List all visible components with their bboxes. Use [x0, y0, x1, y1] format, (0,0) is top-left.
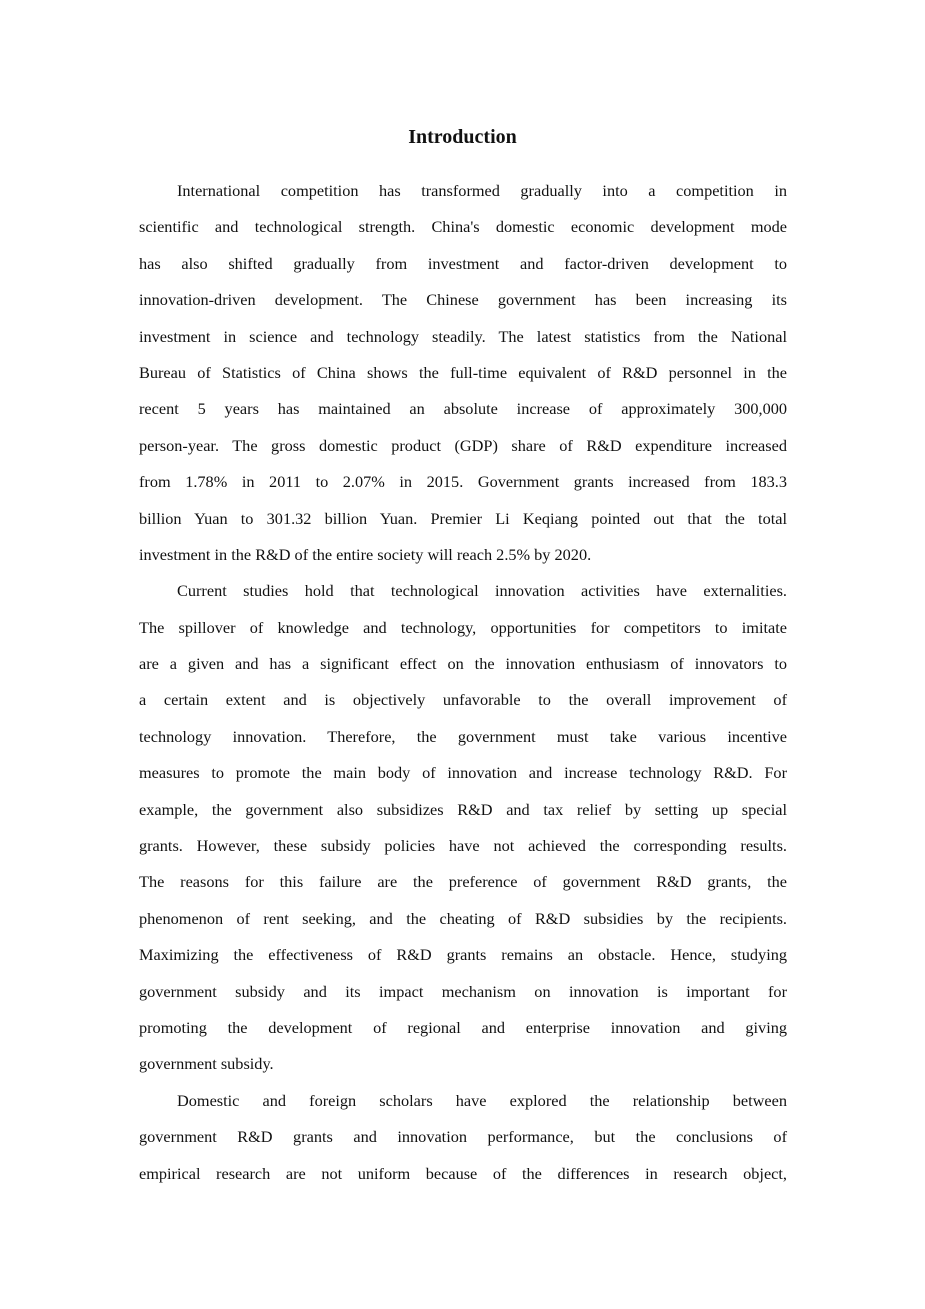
text-line: person-year. The gross domestic product (GDP) share of R&D expenditure increased [139, 435, 787, 455]
text-line: government subsidy. [139, 1054, 274, 1074]
text-line: billion Yuan to 301.32 billion Yuan. Premier Li Keqiang pointed out that the total [139, 508, 787, 528]
text-line: empirical research are not uniform because of the differences in research object, [139, 1163, 787, 1183]
paragraph [139, 573, 787, 1082]
text-line: Maximizing the effectiveness of R&D grants remains an obstacle. Hence, studying [139, 945, 787, 965]
paragraph [139, 173, 787, 573]
text-line: from 1.78% in 2011 to 2.07% in 2015. Government grants increased from 183.3 [139, 472, 787, 492]
text-line: investment in science and technology steadily. The latest statistics from the National [139, 326, 787, 346]
text-line: The spillover of knowledge and technology, opportunities for competitors to imitate [139, 617, 787, 637]
text-line: has also shifted gradually from investment and factor-driven development to [139, 253, 787, 273]
text-line: International competition has transformed gradually into a competition in [177, 181, 787, 200]
text-line: The reasons for this failure are the preference of government R&D grants, the [139, 872, 787, 892]
page-title: Introduction [408, 126, 517, 148]
text-line: Current studies hold that technological innovation activities have externalities. [177, 581, 787, 601]
paragraph [139, 1083, 787, 1192]
text-line: example, the government also subsidizes R&D and tax relief by setting up special [139, 799, 787, 819]
text-line: technology innovation. Therefore, the government must take various incentive [139, 726, 787, 746]
text-line: promoting the development of regional and enterprise innovation and giving [139, 1017, 787, 1037]
document-body [139, 173, 787, 1192]
text-line: investment in the R&D of the entire society will reach 2.5% by 2020. [139, 544, 592, 564]
text-line: recent 5 years has maintained an absolute increase of approximately 300,000 [139, 399, 787, 419]
text-line: measures to promote the main body of innovation and increase technology R&D. For [139, 763, 787, 783]
text-line: grants. However, these subsidy policies have not achieved the corresponding results. [139, 836, 787, 856]
text-line: are a given and has a significant effect on the innovation enthusiasm of innovators to [139, 654, 787, 674]
text-line: Domestic and foreign scholars have explored the relationship between [177, 1090, 787, 1110]
text-line: a certain extent and is objectively unfavorable to the overall improvement of [139, 690, 787, 710]
text-line: innovation-driven development. The Chinese government has been increasing its [139, 290, 787, 310]
text-line: phenomenon of rent seeking, and the cheating of R&D subsidies by the recipients. [139, 908, 787, 928]
text-line: government R&D grants and innovation performance, but the conclusions of [139, 1127, 787, 1147]
text-line: government subsidy and its impact mechanism on innovation is important for [139, 981, 787, 1001]
text-line: scientific and technological strength. China's domestic economic development mode [139, 217, 787, 237]
text-line: Bureau of Statistics of China shows the full-time equivalent of R&D personnel in the [139, 362, 787, 382]
